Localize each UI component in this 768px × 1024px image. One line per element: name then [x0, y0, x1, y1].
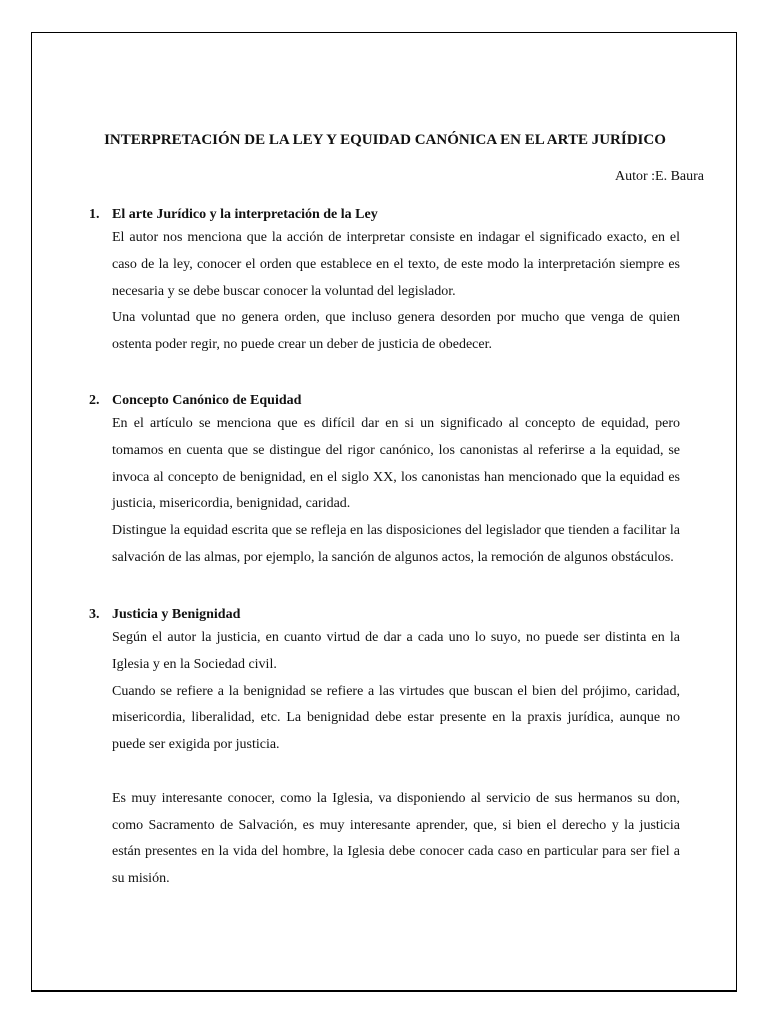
section-1: [89, 205, 680, 359]
document-author: Autor :E. Baura: [614, 169, 704, 184]
paragraph: Según el autor la justicia, en cuanto virtud de dar a cada uno lo suyo, no puede ser distinta en la Iglesia y en la Sociedad civil.: [112, 630, 680, 672]
paragraph: Una voluntad que no genera orden, que incluso genera desorden por mucho que venga de quien ostenta poder regir, no puede crear un deber de justicia de obedecer.: [112, 310, 680, 353]
section-heading: [89, 605, 680, 625]
section-number: 1.: [89, 207, 100, 222]
paragraph: Cuando se refiere a la benignidad se refiere a las virtudes que buscan el bien del prójimo, caridad, misericordia, liberalidad, etc. La benignidad debe estar presente en la praxis jurídica, aunque no puede ser exigida por justicia.: [112, 683, 680, 753]
section-title: El arte Jurídico y la interpretación de la Ley: [112, 207, 378, 222]
section-number: 2.: [89, 393, 100, 408]
section-2: [89, 391, 680, 572]
paragraph: Distingue la equidad escrita que se refleja en las disposiciones del legislador que tienden a facilitar la salvación de las almas, por ejemplo, la sanción de algunos actos, la remoción de algunos obstáculos.: [112, 523, 680, 565]
conclusion-paragraph: Es muy interesante conocer, como la Iglesia, va disponiendo al servicio de sus hermanos su don, como Sacramento de Salvación, es muy interesante aprender, que, si bien el derecho y la justicia están presentes en la vida del hombre, la Iglesia debe conocer cada caso en particular para ser fiel a su misión.: [112, 790, 680, 887]
document-page: [31, 32, 737, 992]
section-title: Concepto Canónico de Equidad: [112, 393, 302, 408]
section-heading: [89, 205, 680, 225]
paragraph: El autor nos menciona que la acción de interpretar consiste en indagar el significado exacto, en el caso de la ley, conocer el orden que establece en el texto, de este modo la interpretación siempre es necesaria y se debe buscar conocer la voluntad del legislador.: [112, 230, 680, 299]
section-3: [89, 605, 680, 893]
section-title: Justicia y Benignidad: [112, 607, 241, 622]
section-number: 3.: [89, 607, 100, 622]
paragraph: En el artículo se menciona que es difícil dar en si un significado al concepto de equidad, pero tomamos en cuenta que se distingue del rigor canónico, los canonistas al referirse a la equidad, se invoca al concepto de benignidad, en el siglo XX, los canonistas han mencionado que la equidad es justicia, misericordia, benignidad, caridad.: [112, 416, 680, 512]
document-title: INTERPRETACIÓN DE LA LEY Y EQUIDAD CANÓNICA EN EL ARTE JURÍDICO: [104, 132, 666, 148]
section-heading: [89, 391, 680, 411]
